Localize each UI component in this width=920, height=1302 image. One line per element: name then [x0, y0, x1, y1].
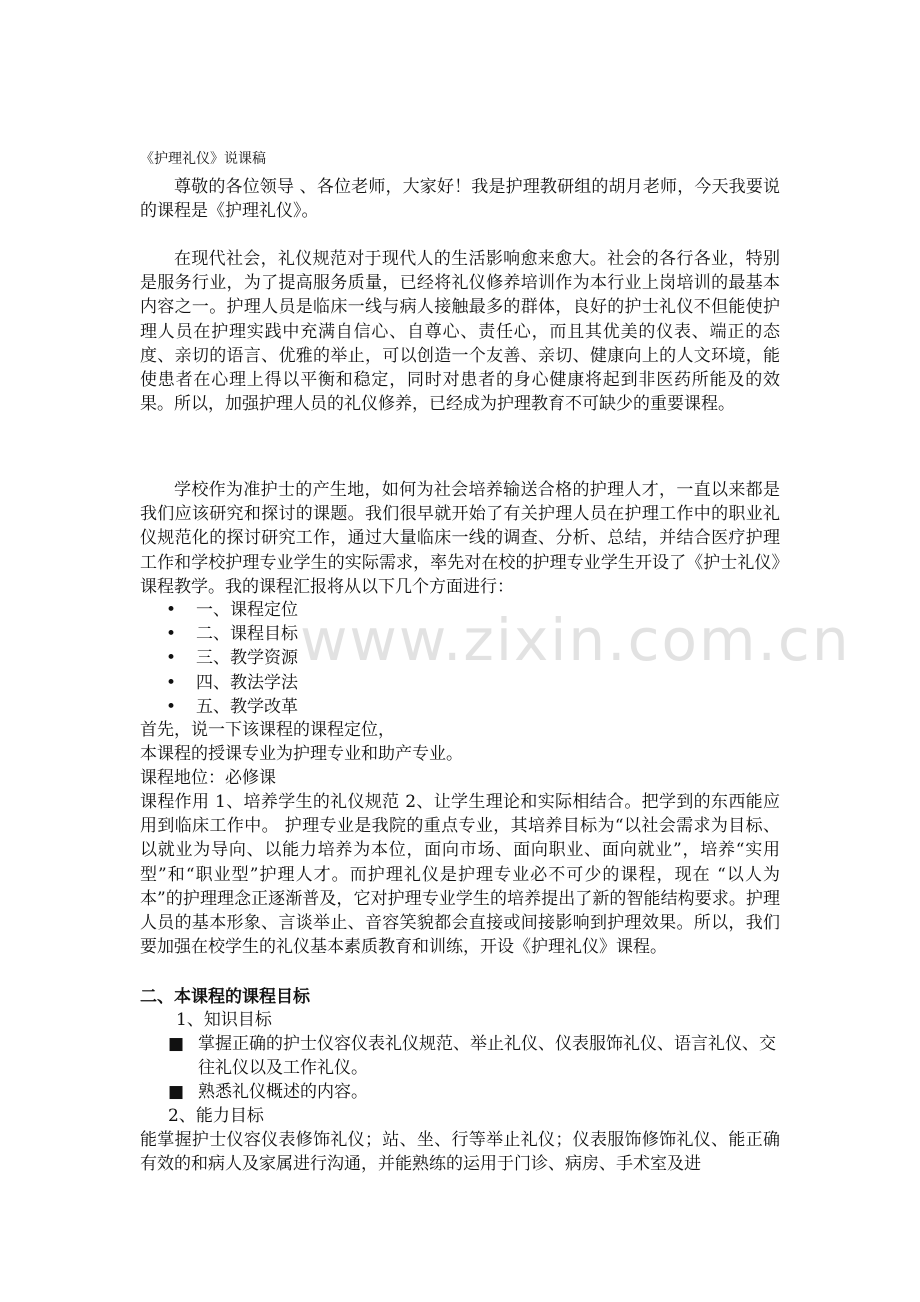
intro-paragraph: 尊敬的各位领导 、各位老师，大家好！我是护理教研组的胡月老师，今天我要说的课程是《护理礼仪》。: [140, 177, 780, 222]
status-line: 课程地位：必修课: [140, 768, 276, 788]
major-line: 本课程的授课专业为护理专业和助产专业。: [140, 744, 463, 764]
square-bullet-icon: ■: [168, 1034, 185, 1054]
society-paragraph: 在现代社会，礼仪规范对于现代人的生活影响愈来愈大。社会的各行各业，特别是服务行业，为了提高服务质量，已经将礼仪修养培训作为本行业上岗培训的最基本内容之一。护理人员是临床一线与病人接触最多的群体，良好的护士礼仪不但能使护理人员在护理实践中充满自信心、自尊心、责任心，而且其优美的仪表、端正的态度、亲切的语言、优雅的举止，可以创造一个友善、亲切、健康向上的人文环境，能使患者在心理上得以平衡和稳定，同时对患者的身心健康将起到非医药所能及的效果。所以，加强护理人员的礼仪修养，已经成为护理教育不可缺少的重要课程。: [140, 249, 780, 415]
watermark-text: www.zixin.com.cn: [300, 606, 851, 674]
knowledge-item: ■ 熟悉礼仪概述的内容。: [140, 1080, 780, 1104]
bullet-icon: •: [166, 672, 177, 693]
knowledge-item: ■ 掌握正确的护士仪容仪表礼仪规范、举止礼仪、仪表服饰礼仪、语言礼仪、交往礼仪以及工作礼仪。: [168, 1034, 776, 1079]
bullet-icon: •: [166, 648, 177, 669]
bullet-icon: •: [166, 624, 177, 645]
outline-item: • 三、教学资源: [166, 646, 298, 670]
bullet-icon: •: [166, 600, 177, 620]
ability-paragraph: 能掌握护士仪容仪表修饰礼仪；站、坐、行等举止礼仪；仪表服饰修饰礼仪、能正确有效的和病人及家属进行沟通，并能熟练的运用于门诊、病房、手术室及进: [140, 1130, 780, 1175]
square-bullet-icon: ■: [168, 1082, 185, 1102]
course-role-paragraph: 课程作用 1、培养学生的礼仪规范 2、让学生理论和实际相结合。把学到的东西能应用到临床工作中。 护理专业是我院的重点专业，其培养目标为“以社会需求为目标、以就业为导向、以能力培养为本位，面向市场、面向职业、面向就业”，培养“实用型”和“职业型”护理人才。而护理礼仪是护理专业必不可少的课程，现在 “以人为本”的护理理念正逐渐普及，它对护理专业学生的培养提出了新的智能结构要求。护理人员的基本形象、言谈举止、音容笑貌都会直接或间接影响到护理效果。所以，我们要加强在校学生的礼仪基本素质教育和训练，开设《护理礼仪》课程。: [140, 792, 780, 958]
outline-item: • 二、课程目标: [166, 622, 298, 646]
first-line: 首先，说一下该课程的课程定位，: [140, 720, 395, 740]
document-title: 《护理礼仪》说课稿: [140, 151, 266, 167]
outline-item: • 一、课程定位: [166, 598, 298, 622]
ability-subheading: 2、能力目标: [168, 1106, 264, 1126]
school-paragraph: 学校作为准护士的产生地，如何为社会培养输送合格的护理人才，一直以来都是我们应该研究和探讨的课题。我们很早就开始了有关护理人员在护理工作中的职业礼仪规范化的探讨研究工作，通过大量临床一线的调查、分析、总结，并结合医疗护理工作和学校护理专业学生的实际需求，率先对在校的护理专业学生开设了《护士礼仪》课程教学。我的课程汇报将从以下几个方面进行：: [140, 480, 780, 597]
section-heading: 二、本课程的课程目标: [140, 987, 310, 1007]
outline-item: • 五、教学改革: [166, 695, 298, 719]
outline-item: • 四、教法学法: [166, 671, 298, 695]
knowledge-subheading: 1、知识目标: [176, 1010, 272, 1030]
bullet-icon: •: [166, 696, 177, 717]
outline-list: [166, 598, 298, 719]
